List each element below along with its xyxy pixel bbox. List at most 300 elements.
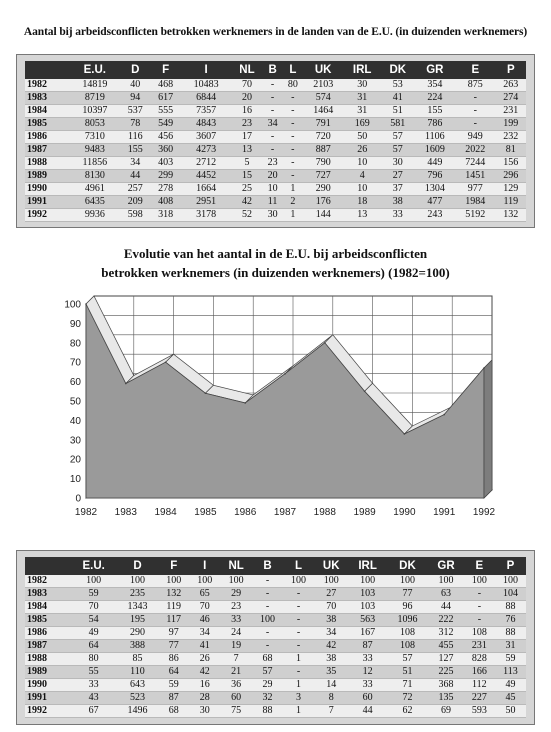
table-cell: 209 [120, 196, 150, 209]
table-cell: 3178 [181, 209, 232, 222]
table-cell: 37 [381, 183, 415, 196]
table-cell: 108 [387, 640, 428, 653]
table-cell: - [455, 105, 495, 118]
table-cell: 132 [158, 588, 189, 601]
table-cell: - [262, 79, 282, 92]
table-cell: 100 [71, 575, 117, 588]
table-cell: - [262, 131, 282, 144]
table-cell: 30 [381, 157, 415, 170]
table-cell: 68 [252, 653, 283, 666]
column-header: NL [228, 560, 244, 572]
year-cell: 1986 [25, 627, 71, 640]
absolute-values-table [25, 61, 526, 222]
table-cell: 27 [381, 170, 415, 183]
table-cell: 70 [231, 79, 262, 92]
table-row [25, 118, 526, 131]
table-row [25, 614, 526, 627]
column-header: B [263, 560, 272, 572]
table-cell: 100 [428, 575, 464, 588]
table-cell: 166 [464, 666, 495, 679]
table-cell: 28 [189, 692, 220, 705]
table-cell: 69 [428, 705, 464, 718]
year-cell: 1992 [25, 209, 70, 222]
table-row [25, 666, 526, 679]
table-cell: 727 [303, 170, 343, 183]
year-cell: 1988 [25, 157, 70, 170]
table2-body [25, 575, 526, 718]
table-cell: 388 [117, 640, 158, 653]
year-cell: 1985 [25, 614, 71, 627]
table-cell: - [252, 601, 283, 614]
table-row [25, 79, 526, 92]
table-cell: 828 [464, 653, 495, 666]
table-cell: 1304 [415, 183, 455, 196]
table-cell: 100 [220, 575, 252, 588]
table-cell: 60 [348, 692, 386, 705]
y-tick-label: 20 [69, 454, 81, 466]
table-cell: 55 [71, 666, 117, 679]
table-cell: 155 [120, 144, 150, 157]
table-cell: 20 [231, 92, 262, 105]
table-cell: 113 [495, 666, 526, 679]
table-cell: 30 [343, 79, 381, 92]
evolution-area-chart [54, 290, 514, 540]
table-cell: - [455, 118, 495, 131]
table-cell: 555 [150, 105, 180, 118]
table-cell: 9483 [70, 144, 121, 157]
table-cell: - [283, 666, 314, 679]
column-header: NL [239, 64, 255, 76]
table-cell: 10397 [70, 105, 121, 118]
table-cell: 796 [415, 170, 455, 183]
table-cell: 30 [262, 209, 282, 222]
table-cell: 617 [150, 92, 180, 105]
table-cell: 59 [495, 653, 526, 666]
table-cell: 65 [189, 588, 220, 601]
table-cell: 1 [283, 653, 314, 666]
table-cell: 2103 [303, 79, 343, 92]
table-cell: 45 [495, 692, 526, 705]
table-cell: 155 [415, 105, 455, 118]
data-point [404, 433, 406, 435]
table-cell: 977 [455, 183, 495, 196]
table-cell: - [252, 640, 283, 653]
table-row [25, 196, 526, 209]
table-cell: 593 [464, 705, 495, 718]
table-cell: 574 [303, 92, 343, 105]
table-cell: 263 [496, 79, 526, 92]
table-cell: 224 [415, 92, 455, 105]
table-cell: - [283, 157, 303, 170]
table-cell: - [464, 601, 495, 614]
table-row [25, 601, 526, 614]
table-cell: 449 [415, 157, 455, 170]
year-cell: 1991 [25, 196, 70, 209]
column-header: D [133, 560, 142, 572]
x-tick-label: 1984 [154, 507, 177, 518]
year-cell: 1983 [25, 588, 71, 601]
table-cell: 14 [314, 679, 348, 692]
table-cell: 26 [343, 144, 381, 157]
table-cell: 1 [283, 209, 303, 222]
table-cell: 10 [343, 157, 381, 170]
table-cell: 75 [220, 705, 252, 718]
table-cell: 88 [495, 601, 526, 614]
table-cell: 403 [150, 157, 180, 170]
table-cell: 34 [314, 627, 348, 640]
table-cell: 243 [415, 209, 455, 222]
year-cell: 1984 [25, 105, 70, 118]
table-cell: 51 [387, 666, 428, 679]
year-cell: 1990 [25, 183, 70, 196]
table-cell: 50 [343, 131, 381, 144]
table-cell: 231 [464, 640, 495, 653]
table-cell: 4843 [181, 118, 232, 131]
table-cell: 563 [348, 614, 386, 627]
y-tick-label: 50 [69, 396, 81, 408]
table-cell: 19 [220, 640, 252, 653]
table-cell: 1096 [387, 614, 428, 627]
table-cell: 77 [387, 588, 428, 601]
y-tick-label: 10 [69, 474, 81, 486]
table-cell: 468 [150, 79, 180, 92]
table-cell: - [252, 627, 283, 640]
table-cell: 354 [415, 79, 455, 92]
x-tick-label: 1990 [393, 507, 416, 518]
table-cell: 117 [158, 614, 189, 627]
table-cell: 64 [158, 666, 189, 679]
table-cell: 318 [150, 209, 180, 222]
table-cell: 57 [387, 653, 428, 666]
table1-body [25, 79, 526, 222]
table-cell: 167 [348, 627, 386, 640]
table-cell: 33 [348, 653, 386, 666]
table-cell: 70 [314, 601, 348, 614]
table-cell: 35 [314, 666, 348, 679]
x-tick-label: 1985 [194, 507, 217, 518]
table-cell: 8130 [70, 170, 121, 183]
year-cell: 1991 [25, 692, 71, 705]
table-cell: 64 [71, 640, 117, 653]
table-cell: 8053 [70, 118, 121, 131]
table-cell: 31 [343, 92, 381, 105]
table-cell: 720 [303, 131, 343, 144]
table-cell: 456 [150, 131, 180, 144]
table-cell: 100 [495, 575, 526, 588]
data-point [165, 361, 167, 363]
table-cell: - [252, 588, 283, 601]
column-header: DK [399, 560, 416, 572]
table-cell: 14819 [70, 79, 121, 92]
table-cell: 100 [252, 614, 283, 627]
column-header: I [203, 560, 207, 572]
column-header: I [204, 64, 208, 76]
table-cell: 76 [495, 614, 526, 627]
y-tick-label: 100 [64, 299, 81, 311]
table-cell: 156 [496, 157, 526, 170]
table-row [25, 144, 526, 157]
column-header: F [170, 560, 178, 572]
table-cell: 32 [252, 692, 283, 705]
year-column-header [25, 557, 71, 575]
column-header: E.U. [83, 64, 107, 76]
table-cell: 786 [415, 118, 455, 131]
table-cell: 296 [496, 170, 526, 183]
table-cell: 15 [231, 170, 262, 183]
x-tick-label: 1983 [114, 507, 137, 518]
table-cell: 9936 [70, 209, 121, 222]
column-header: UK [322, 560, 340, 572]
column-header: E.U. [82, 560, 105, 572]
table-cell: 31 [343, 105, 381, 118]
table-cell: - [283, 170, 303, 183]
column-header: GR [426, 64, 444, 76]
table-cell: 1 [283, 705, 314, 718]
table-cell: 455 [428, 640, 464, 653]
table-cell: 33 [71, 679, 117, 692]
table-cell: 17 [231, 131, 262, 144]
table-cell: 104 [495, 588, 526, 601]
table-cell: 2022 [455, 144, 495, 157]
table-cell: 33 [348, 679, 386, 692]
year-cell: 1990 [25, 679, 71, 692]
table-row [25, 588, 526, 601]
data-point [483, 367, 485, 369]
column-header: IRL [352, 64, 372, 76]
table-cell: 312 [428, 627, 464, 640]
year-cell: 1989 [25, 666, 71, 679]
table-cell: 38 [314, 614, 348, 627]
table-cell: 13 [343, 209, 381, 222]
table-cell: 100 [283, 575, 314, 588]
column-header: B [268, 64, 277, 76]
table-cell: 44 [120, 170, 150, 183]
table-cell: - [283, 118, 303, 131]
year-cell: 1987 [25, 640, 71, 653]
year-cell: 1982 [25, 575, 71, 588]
year-cell: 1987 [25, 144, 70, 157]
table-cell: 129 [496, 183, 526, 196]
table1-container [16, 54, 535, 228]
table-cell: 51 [381, 105, 415, 118]
table-cell: 25 [231, 183, 262, 196]
y-tick-label: 0 [75, 493, 81, 505]
table-cell: 7 [314, 705, 348, 718]
data-point [443, 414, 445, 416]
table-cell: 4273 [181, 144, 232, 157]
table-cell: 199 [496, 118, 526, 131]
table-cell: 80 [283, 79, 303, 92]
table-cell: 44 [348, 705, 386, 718]
table-cell: 887 [303, 144, 343, 157]
table-cell: 227 [464, 692, 495, 705]
table-cell: 96 [387, 601, 428, 614]
table-cell: 49 [71, 627, 117, 640]
table-cell: 87 [348, 640, 386, 653]
table-cell: 132 [496, 209, 526, 222]
table-cell: 5192 [455, 209, 495, 222]
table-cell: 16 [231, 105, 262, 118]
chart-title-line1: Evolutie van het aantal in de E.U. bij arbeidsconflicten [123, 246, 428, 261]
year-cell: 1983 [25, 92, 70, 105]
table-cell: 100 [117, 575, 158, 588]
table-cell: - [283, 92, 303, 105]
table-row [25, 679, 526, 692]
y-tick-label: 30 [69, 435, 81, 447]
table-cell: 34 [120, 157, 150, 170]
column-header: F [162, 64, 170, 76]
table-cell: 274 [496, 92, 526, 105]
table-cell: 88 [252, 705, 283, 718]
table-row [25, 692, 526, 705]
table-cell: 29 [252, 679, 283, 692]
table-cell: 100 [387, 575, 428, 588]
table-cell: 85 [117, 653, 158, 666]
data-point [364, 391, 366, 393]
x-tick-label: 1989 [353, 507, 376, 518]
year-cell: 1992 [25, 705, 71, 718]
table-cell: 100 [464, 575, 495, 588]
table-cell: 62 [387, 705, 428, 718]
table-cell: 18 [343, 196, 381, 209]
table-cell: 537 [120, 105, 150, 118]
table-cell: 549 [150, 118, 180, 131]
table-cell: - [283, 588, 314, 601]
table-cell: 77 [158, 640, 189, 653]
chart-title-line2: betrokken werknemers (in duizenden werknemers) (1982=100) [101, 265, 450, 280]
table-cell: 360 [150, 144, 180, 157]
table-cell: 790 [303, 157, 343, 170]
table-cell: 54 [71, 614, 117, 627]
table-cell: 81 [496, 144, 526, 157]
column-header: P [506, 560, 515, 572]
area-end-face [484, 360, 492, 498]
table-cell: 110 [117, 666, 158, 679]
table-cell: - [283, 131, 303, 144]
table-cell: 23 [220, 601, 252, 614]
table-cell: 70 [71, 601, 117, 614]
table-cell: 225 [428, 666, 464, 679]
table-cell: 6844 [181, 92, 232, 105]
table-cell: 299 [150, 170, 180, 183]
data-point [284, 373, 286, 375]
column-header: GR [437, 560, 455, 572]
table-cell: 127 [428, 653, 464, 666]
x-tick-label: 1986 [234, 507, 257, 518]
column-header: P [506, 64, 515, 76]
column-header: L [289, 64, 297, 76]
table-cell: 72 [387, 692, 428, 705]
table-row [25, 170, 526, 183]
table-cell: 80 [71, 653, 117, 666]
table-cell: 1464 [303, 105, 343, 118]
table-cell: 44 [428, 601, 464, 614]
table-cell: 34 [189, 627, 220, 640]
table-cell: 7310 [70, 131, 121, 144]
table-cell: 581 [381, 118, 415, 131]
x-tick-label: 1987 [273, 507, 297, 518]
table-cell: 8 [314, 692, 348, 705]
table-cell: 59 [158, 679, 189, 692]
table-cell: 31 [495, 640, 526, 653]
table-cell: 78 [120, 118, 150, 131]
table-cell: - [464, 588, 495, 601]
column-header: DK [389, 64, 407, 76]
table-cell: 67 [71, 705, 117, 718]
table-cell: 50 [495, 705, 526, 718]
table-cell: 36 [220, 679, 252, 692]
table-cell: 135 [428, 692, 464, 705]
column-header: UK [314, 64, 332, 76]
table-cell: - [262, 92, 282, 105]
table-row [25, 640, 526, 653]
table-row [25, 653, 526, 666]
table-cell: - [283, 640, 314, 653]
table-cell: 13 [231, 144, 262, 157]
table-cell: 70 [189, 601, 220, 614]
table-cell: 100 [348, 575, 386, 588]
year-cell: 1984 [25, 601, 71, 614]
table-cell: 791 [303, 118, 343, 131]
table-cell: 3 [283, 692, 314, 705]
table-cell: 59 [71, 588, 117, 601]
table-cell: - [283, 144, 303, 157]
table-cell: 368 [428, 679, 464, 692]
column-header: D [131, 64, 140, 76]
y-tick-label: 60 [69, 377, 81, 389]
table-row [25, 183, 526, 196]
table-cell: 20 [262, 170, 282, 183]
table-cell: 29 [220, 588, 252, 601]
table-cell: - [283, 601, 314, 614]
table-row [25, 105, 526, 118]
table-cell: 7357 [181, 105, 232, 118]
table-cell: 11856 [70, 157, 121, 170]
table-cell: 57 [381, 131, 415, 144]
table-cell: 2951 [181, 196, 232, 209]
table-cell: 231 [496, 105, 526, 118]
table-cell: 63 [428, 588, 464, 601]
table-cell: - [262, 144, 282, 157]
year-cell: 1985 [25, 118, 70, 131]
table-row [25, 92, 526, 105]
table-cell: - [455, 92, 495, 105]
year-cell: 1989 [25, 170, 70, 183]
table-cell: 176 [303, 196, 343, 209]
table-cell: 119 [158, 601, 189, 614]
table-cell: 42 [314, 640, 348, 653]
column-header: E [475, 560, 484, 572]
table-cell: 2712 [181, 157, 232, 170]
table-cell: 23 [231, 118, 262, 131]
table1-title: Aantal bij arbeidsconflicten betrokken werknemers in de landen van de E.U. (in duizenden werknemers) [23, 26, 528, 38]
table-cell: 23 [262, 157, 282, 170]
table-cell: 116 [120, 131, 150, 144]
table-cell: 10 [262, 183, 282, 196]
table-cell: - [283, 105, 303, 118]
table-cell: 195 [117, 614, 158, 627]
table-cell: 108 [387, 627, 428, 640]
table-cell: 1451 [455, 170, 495, 183]
chart-title [20, 244, 531, 282]
table-row [25, 209, 526, 222]
table-cell: 477 [415, 196, 455, 209]
table-cell: 40 [120, 79, 150, 92]
table-cell: 1609 [415, 144, 455, 157]
table-cell: 42 [231, 196, 262, 209]
table-cell: 1496 [117, 705, 158, 718]
table-cell: - [283, 627, 314, 640]
